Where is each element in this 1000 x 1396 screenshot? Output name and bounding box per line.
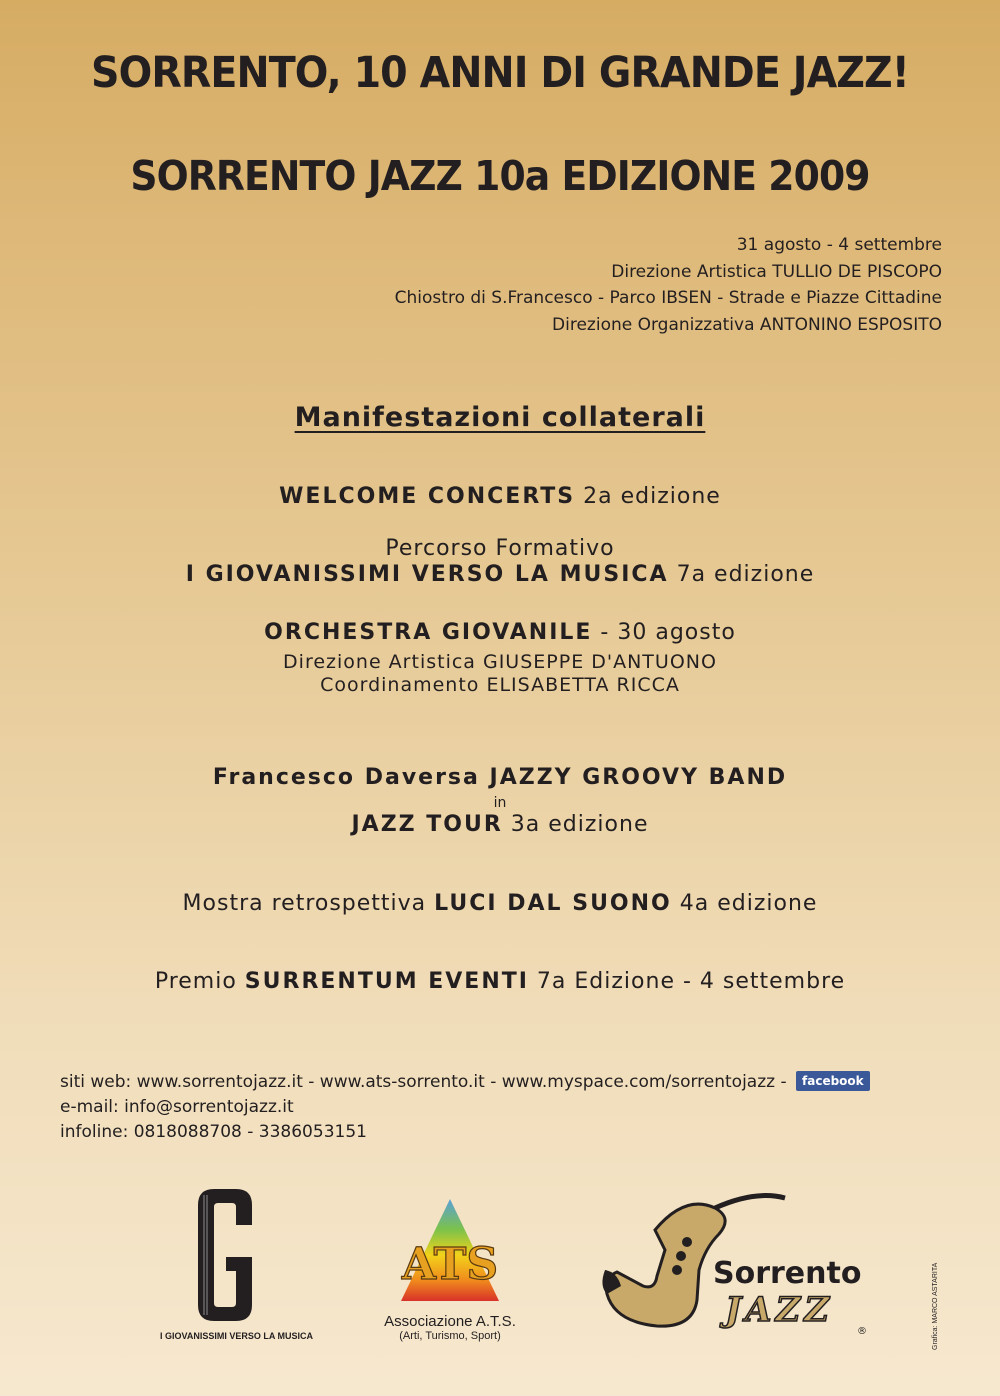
poster-subtitle: SORRENTO JAZZ 10a EDIZIONE 2009 [130, 152, 870, 200]
venues: Chiostro di S.Francesco - Parco IBSEN - Strade e Piazze Cittadine [394, 288, 942, 308]
organizational-direction: Direzione Organizzativa ANTONINO ESPOSITO [552, 314, 942, 335]
giovanissimi-caption: I GIOVANISSIMI VERSO LA MUSICA [160, 1331, 314, 1341]
event-jazz-tour [0, 812, 1000, 837]
event-premio [0, 969, 1000, 994]
jazz-word: JAZZ [725, 1290, 834, 1330]
festival-info [395, 232, 942, 338]
event-edition: 7a edizione [668, 562, 815, 587]
event-edition: 7a Edizione - 4 settembre [528, 969, 846, 994]
event-name: LUCI DAL SUONO [434, 891, 672, 916]
orchestra-direction: Direzione Artistica GIUSEPPE D'ANTUONO [283, 651, 717, 673]
facebook-badge[interactable]: facebook [796, 1071, 870, 1091]
event-giovanissimi [0, 562, 1000, 587]
event-name: SURRENTUM EVENTI [244, 969, 529, 994]
ats-name: Associazione A.T.S. [384, 1313, 516, 1330]
event-prefix: Mostra retrospettiva [182, 891, 435, 916]
ats-subtitle: (Arti, Turismo, Sport) [399, 1330, 501, 1342]
event-name: ORCHESTRA GIOVANILE [264, 620, 593, 645]
event-percorso: Percorso Formativo [385, 536, 615, 561]
ats-triangle-icon [395, 1195, 505, 1307]
g-letter-icon [190, 1185, 260, 1325]
web-sites-text[interactable]: siti web: www.sorrentojazz.it - www.ats-sorrento.it - www.myspace.com/sorrentojazz - [60, 1072, 787, 1092]
event-name: I GIOVANISSIMI VERSO LA MUSICA [185, 562, 669, 587]
web-sites [60, 1070, 870, 1095]
ats-logo [360, 1195, 540, 1342]
registered-icon: ® [857, 1326, 867, 1337]
infoline: infoline: 0818088708 - 3386053151 [60, 1122, 367, 1142]
sorrento-word: Sorrento [713, 1256, 862, 1291]
event-date: - 30 agosto [592, 620, 736, 645]
event-mostra [0, 891, 1000, 916]
graphics-credit: Grafica: MARCO ASTARITA [932, 1262, 939, 1350]
event-band: Francesco Daversa JAZZY GROOVY BAND [212, 765, 788, 790]
giovanissimi-logo [160, 1185, 314, 1341]
section-heading: Manifestazioni collaterali [294, 402, 706, 433]
event-name: JAZZ TOUR [351, 812, 503, 837]
email[interactable]: e-mail: info@sorrentojazz.it [60, 1097, 294, 1117]
event-band-in: in [493, 795, 507, 811]
event-edition: 4a edizione [671, 891, 818, 916]
event-edition: 2a edizione [575, 484, 721, 509]
event-edition: 3a edizione [502, 812, 649, 837]
poster-title: SORRENTO, 10 ANNI DI GRANDE JAZZ! [91, 48, 909, 98]
orchestra-coordination: Coordinamento ELISABETTA RICCA [320, 674, 680, 696]
event-welcome-concerts [0, 484, 1000, 509]
event-name: WELCOME CONCERTS [279, 484, 576, 509]
festival-dates: 31 agosto - 4 settembre [736, 235, 942, 255]
artistic-direction: Direzione Artistica TULLIO DE PISCOPO [611, 261, 942, 282]
contacts [60, 1070, 870, 1145]
sorrento-jazz-logo [595, 1190, 875, 1340]
event-prefix: Premio [154, 969, 245, 994]
svg-text:ATS: ATS [401, 1239, 499, 1290]
event-orchestra [0, 620, 1000, 645]
